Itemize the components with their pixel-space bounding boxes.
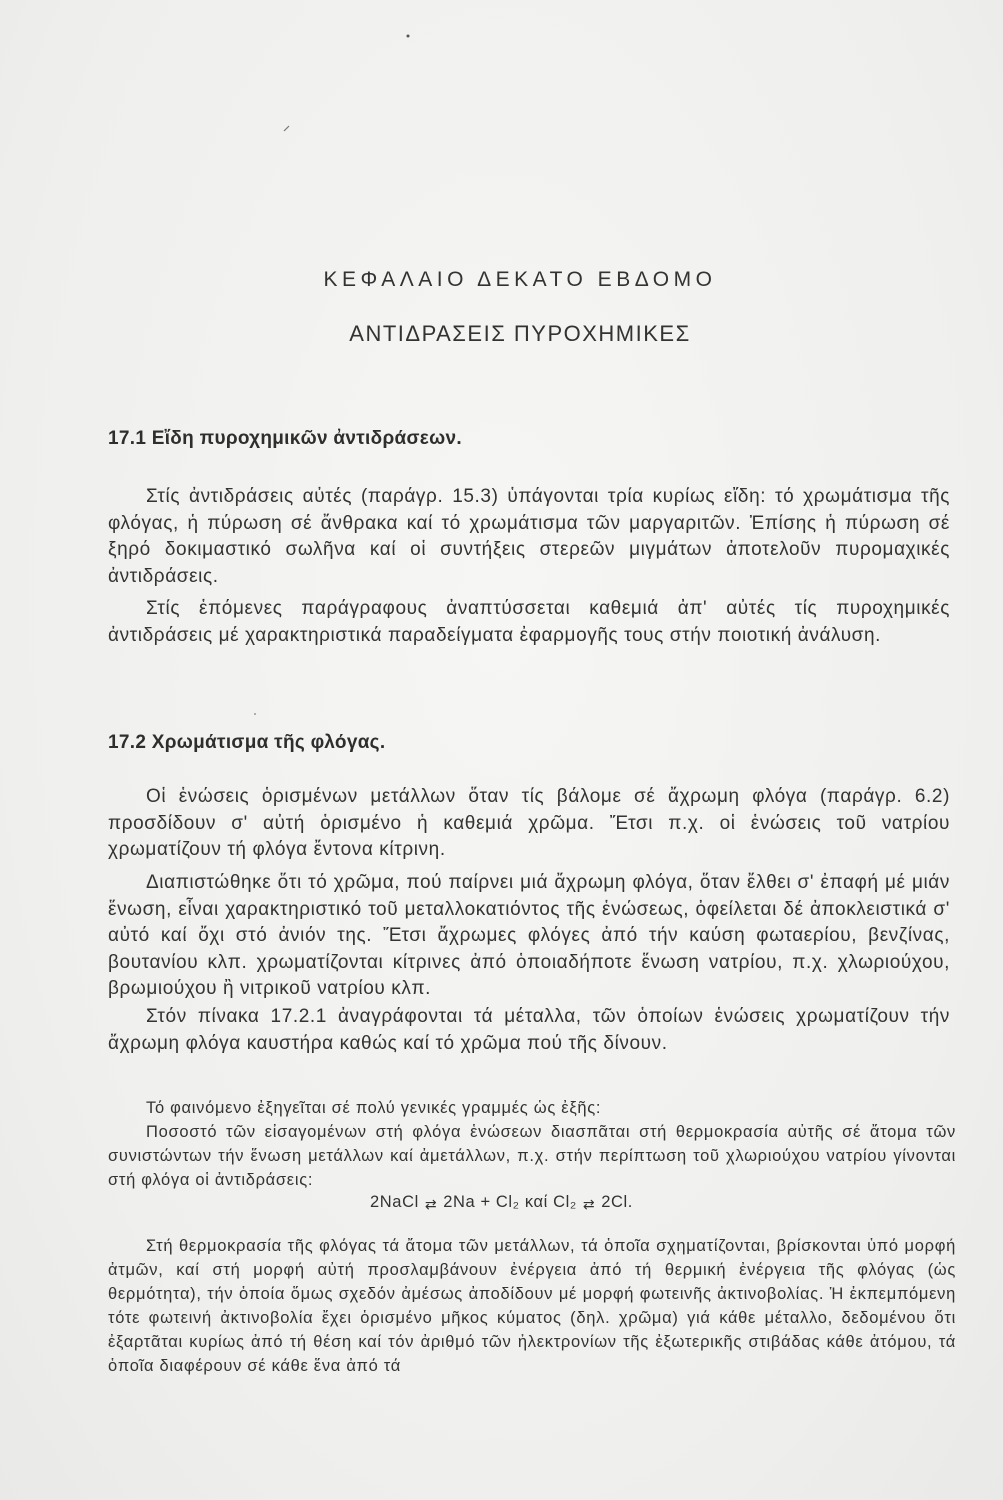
- chapter-label: ΚΕΦΑΛΑΙΟ ΔΕΚΑΤΟ ΕΒΔΟΜΟ: [323, 268, 717, 291]
- paragraph-17-2-a: Οἱ ἑνώσεις ὁρισμένων μετάλλων ὅταν τίς βάλομε σέ ἄχρωμη φλόγα (παράγρ. 6.2) προσδίδουν σ' αὐτή ὁρισμένο ἡ καθεμιά χρῶμα. Ἔτσι π.χ. οἱ ἑνώσεις τοῦ νατρίου χρωματίζουν τή φλόγα ἔντονα κίτρινη.: [108, 786, 950, 860]
- paragraph-17-1-b: Στίς ἑπόμενες παράγραφους ἀναπτύσσεται καθεμιά ἀπ' αὐτές τίς πυροχημικές ἀντιδράσεις μέ χαρακτηριστικά παραδείγματα ἐφαρμογῆς τους στήν ποιοτική ἀνάλυση.: [108, 598, 950, 646]
- equation-left: 2NaCl: [370, 1193, 419, 1211]
- equation-middle: 2Na + Cl₂ καί Cl₂: [443, 1193, 577, 1211]
- section-heading-17-2: 17.2 Χρωμάτισμα τῆς φλόγας.: [108, 732, 386, 753]
- note-paragraph-2: Στή θερμοκρασία τῆς φλόγας τά ἄτομα τῶν μετάλλων, τά ὁποῖα σχηματίζονται, βρίσκονται ὑπό μορφή ἀτμῶν, καί στή μορφή αὐτή προσλαμβάνουν ἐνέργεια ἀπό τή θερμική ἐνέργεια τῆς φλόγας (ὡς θερμότητα), τήν ὁποία ὅμως σχεδόν ἀμέσως ἀποδίδουν μέ μορφή φωτεινῆς ἀκτινοβολίας. Ἡ ἐκπεμπόμενη τότε φωτεινή ἀκτινοβολία ἔχει ὁρισμένο μῆκος κύματος (δηλ. χρῶμα) γιά κάθε μέταλλο, δεδομένου ὅτι ἐξαρτᾶται κυρίως ἀπό τή θέση καί τόν ἀριθμό τῶν ἠλεκτρονίων τῆς ἐξωτερικῆς στιβάδας κάθε ἀτόμου, τά ὁποῖα διαφέρουν σέ κάθε ἕνα ἀπό τά: [108, 1237, 956, 1375]
- paragraph-17-1-a: Στίς ἀντιδράσεις αὐτές (παράγρ. 15.3) ὑπάγονται τρία κυρίως εἴδη: τό χρωμάτισμα τῆς φλόγας, ἡ πύρωση σέ ἄνθρακα καί τό χρωμάτισμα τῶν μαργαριτῶν. Ἐπίσης ἡ πύρωση σέ ξηρό δοκιμαστικό σωλῆνα καί οἱ συντήξεις στερεῶν μιγμάτων ἀποτελοῦν πυρομαχικές ἀντιδράσεις.: [108, 486, 950, 587]
- note-paragraph-1: Ποσοστό τῶν εἰσαγομένων στή φλόγα ἑνώσεων διασπᾶται στή θερμοκρασία αὐτῆς σέ ἄτομα τῶν συνιστώντων τήν ἕνωση μετάλλων καί ἀμετάλλων, π.χ. στήν περίπτωση τοῦ χλωριούχου νατρίου γίνονται στή φλόγα οἱ ἀντιδράσεις:: [108, 1123, 956, 1189]
- equation-right: 2Cl.: [601, 1193, 633, 1211]
- equilibrium-arrow-icon: ⇄: [424, 1196, 438, 1212]
- section-heading-17-1: 17.1 Εἴδη πυροχημικῶν ἀντιδράσεων.: [108, 428, 462, 449]
- equilibrium-arrow-icon-2: ⇄: [582, 1196, 596, 1212]
- paragraph-17-2-b: Διαπιστώθηκε ὅτι τό χρῶμα, πού παίρνει μιά ἄχρωμη φλόγα, ὅταν ἔλθει σ' ἐπαφή μέ μιάν ἕνωση, εἶναι χαρακτηριστικό τοῦ μεταλλοκατιόντος τῆς ἑνώσεως, ὀφείλεται δέ ἀποκλειστικά σ' αὐτό καί ὄχι στό ἀνιόν της. Ἔτσι ἄχρωμες φλόγες ἀπό τήν καύση φωταερίου, βενζίνας, βουτανίου κλπ. χρωματίζονται κίτρινες ἀπό ὁποιαδήποτε ἕνωση νατρίου, π.χ. χλωριούχου, βρωμιούχου ἢ νιτρικοῦ νατρίου κλπ.: [108, 872, 950, 999]
- reaction-equation: [0, 1193, 1003, 1213]
- chapter-title: ΑΝΤΙΔΡΑΣΕΙΣ ΠΥΡΟΧΗΜΙΚΕΣ: [349, 321, 691, 346]
- paragraph-17-2-c: Στόν πίνακα 17.2.1 ἀναγράφονται τά μέταλλα, τῶν ὁποίων ἑνώσεις χρωματίζουν τήν ἄχρωμη φλόγα καυστήρα καθώς καί τό χρῶμα πού τῆς δίνουν.: [108, 1006, 950, 1054]
- note-intro: Τό φαινόμενο ἐξηγεῖται σέ πολύ γενικές γραμμές ὡς ἐξῆς:: [146, 1099, 602, 1117]
